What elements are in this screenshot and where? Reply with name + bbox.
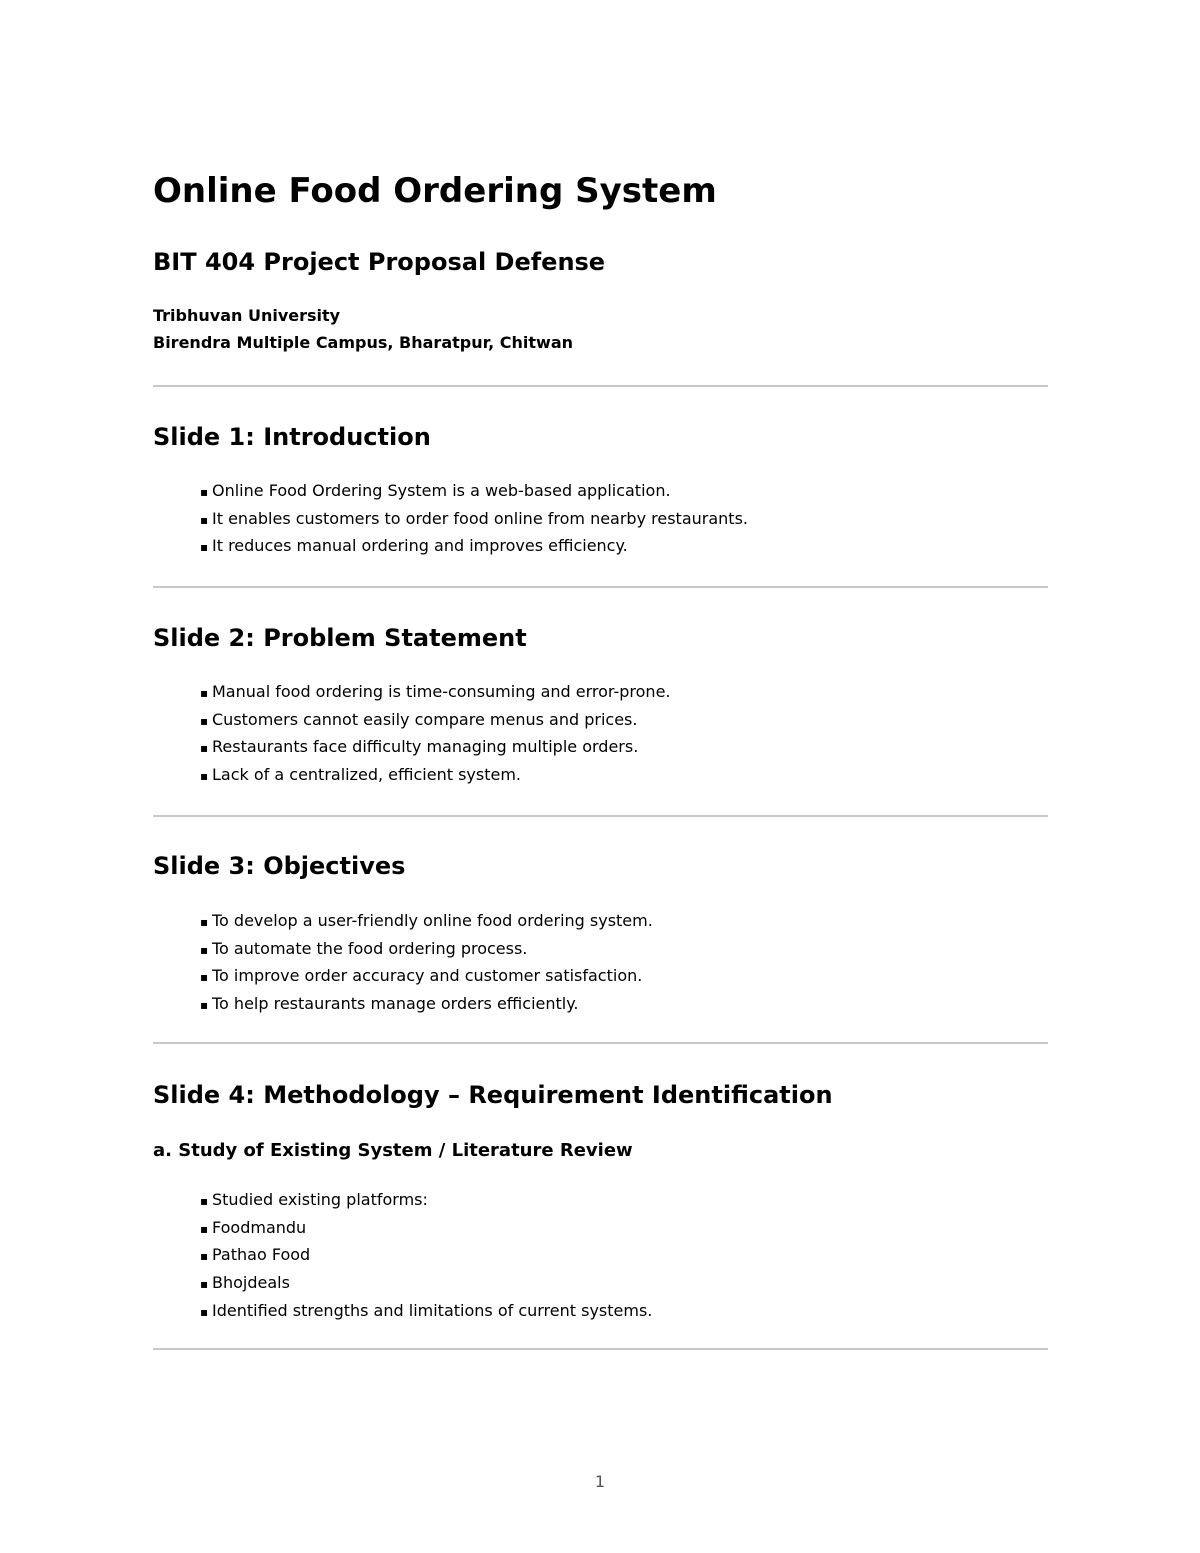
bullet-icon: ▪ [200,970,209,985]
slide-2-list [200,679,671,790]
bullet-icon: ▪ [200,741,209,756]
bullet-icon: ▪ [200,1304,209,1319]
list-item: ▪ Online Food Ordering System is a web-based application. [200,478,748,506]
bullet-icon: ▪ [200,998,209,1013]
divider [153,586,1048,588]
divider [153,385,1048,387]
document-subtitle: BIT 404 Project Proposal Defense [153,248,606,276]
bullet-icon: ▪ [200,915,209,929]
list-item: ▪ Manual food ordering is time-consuming and error-prone. [200,679,671,707]
list-item: ▪ Identified strengths and limitations of current systems. [200,1298,652,1326]
list-item: ▪ It reduces manual ordering and improves efficiency. [200,533,748,561]
bullet-icon: ▪ [200,686,209,700]
bullet-icon: ▪ [200,769,209,784]
list-item: ▪ To improve order accuracy and customer satisfaction. [200,963,653,991]
divider [153,1348,1048,1350]
document-title: Online Food Ordering System [153,171,717,211]
slide-4-subheading: a. Study of Existing System / Literature Review [153,1140,633,1161]
slide-1-heading: Slide 1: Introduction [153,423,431,451]
bullet-icon: ▪ [200,1249,209,1264]
page-number: 1 [594,1472,606,1491]
slide-3-heading: Slide 3: Objectives [153,852,406,880]
list-item: ▪ It enables customers to order food online from nearby restaurants. [200,506,748,534]
bullet-icon: ▪ [200,1221,209,1236]
bullet-icon: ▪ [200,485,209,499]
divider [153,815,1048,817]
list-item: ▪ To automate the food ordering process. [200,936,653,964]
slide-3-list [200,908,653,1019]
slide-1-list [200,478,748,561]
bullet-icon: ▪ [200,942,209,957]
list-item: ▪ To develop a user-friendly online food ordering system. [200,908,653,936]
list-item: ▪ Pathao Food [200,1242,652,1270]
list-item: ▪ Lack of a centralized, efficient system. [200,762,671,790]
divider [153,1042,1048,1044]
list-item: ▪ Restaurants face difficulty managing multiple orders. [200,734,671,762]
slide-4-list [200,1187,652,1326]
bullet-icon: ▪ [200,713,209,728]
slide-2-heading: Slide 2: Problem Statement [153,624,527,652]
list-item: ▪ Bhojdeals [200,1270,652,1298]
bullet-icon: ▪ [200,512,209,527]
list-item: ▪ Customers cannot easily compare menus and prices. [200,707,671,735]
bullet-icon: ▪ [200,1277,209,1292]
campus-name: Birendra Multiple Campus, Bharatpur, Chitwan [153,333,574,352]
slide-4-heading: Slide 4: Methodology – Requirement Identification [153,1081,833,1109]
list-item: ▪ Studied existing platforms: [200,1187,652,1215]
bullet-icon: ▪ [200,1194,209,1208]
university-name: Tribhuvan University [153,306,341,325]
bullet-icon: ▪ [200,540,209,555]
list-item: ▪ To help restaurants manage orders efficiently. [200,991,653,1019]
list-item: ▪ Foodmandu [200,1215,652,1243]
